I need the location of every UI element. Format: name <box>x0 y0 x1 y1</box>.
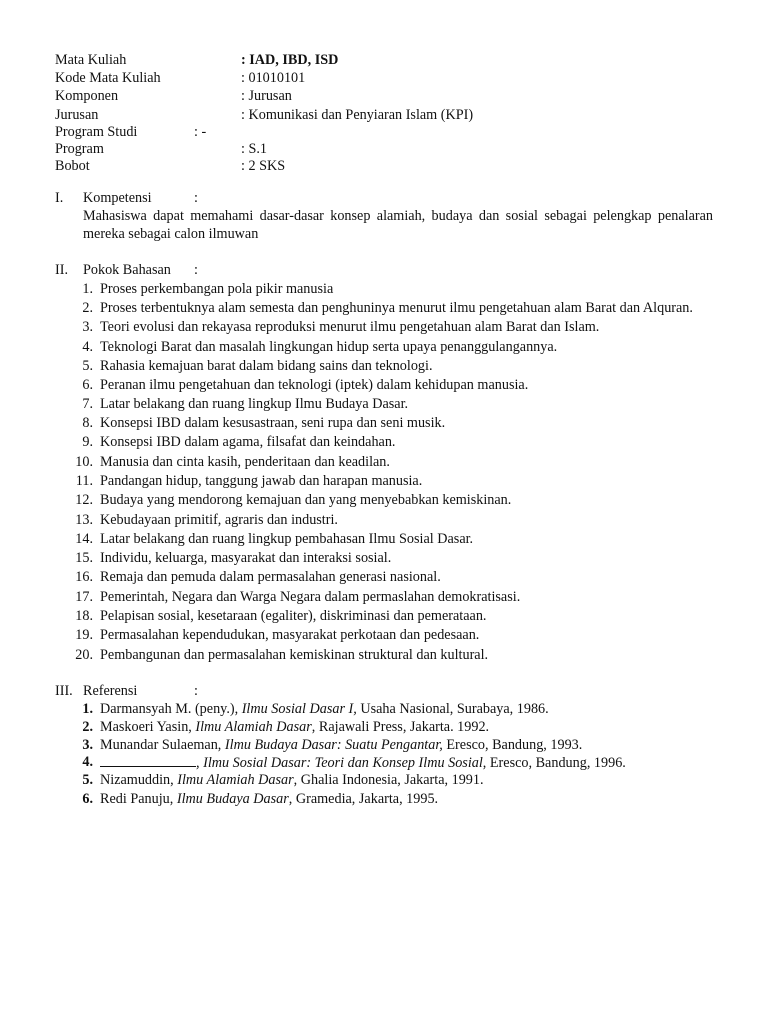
reference-text <box>100 771 484 789</box>
reference-title: Ilmu Budaya Dasar: Suatu Pengantar, <box>224 737 443 753</box>
reference-text <box>100 700 549 718</box>
list-number: 13. <box>75 512 93 528</box>
list-text: Individu, keluarga, masyarakat dan interaksi sosial. <box>100 550 392 566</box>
section-colon: : <box>194 683 198 699</box>
reference-number: 4. <box>82 754 93 770</box>
list-text: Konsepsi IBD dalam kesusastraan, seni rupa dan seni musik. <box>100 415 446 431</box>
reference-number: 2. <box>82 719 93 735</box>
reference-number: 6. <box>82 791 93 807</box>
info-label: Jurusan <box>55 107 99 123</box>
section-colon: : <box>194 190 198 206</box>
reference-title: Ilmu Alamiah Dasar <box>195 719 312 735</box>
list-number: 10. <box>75 454 93 470</box>
info-label: Program Studi <box>55 124 138 140</box>
list-text: Remaja dan pemuda dalam permasalahan generasi nasional. <box>100 569 441 585</box>
list-text: Teknologi Barat dan masalah lingkungan hidup serta upaya penanggulangannya. <box>100 339 558 355</box>
list-number: 15. <box>75 550 93 566</box>
list-number: 20. <box>75 647 93 663</box>
list-number: 14. <box>75 531 93 547</box>
list-text: Manusia dan cinta kasih, penderitaan dan keadilan. <box>100 454 390 470</box>
reference-text <box>100 790 438 808</box>
author-blank-line <box>100 753 196 767</box>
reference-number: 1. <box>82 701 93 717</box>
list-text: Latar belakang dan ruang lingkup pembahasan Ilmu Sosial Dasar. <box>100 531 474 547</box>
info-value: : Komunikasi dan Penyiaran Islam (KPI) <box>241 107 474 123</box>
list-number: 16. <box>75 569 93 585</box>
reference-author: Darmansyah M. (peny.), <box>100 701 242 717</box>
reference-text <box>100 736 582 754</box>
info-value: : Jurusan <box>241 88 292 104</box>
reference-text <box>100 753 626 772</box>
list-text: Kebudayaan primitif, agraris dan industri. <box>100 512 338 528</box>
list-number: 6. <box>82 377 93 393</box>
section-number: I. <box>55 190 64 206</box>
list-text: Konsepsi IBD dalam agama, filsafat dan keindahan. <box>100 434 396 450</box>
reference-author: Redi Panuju, <box>100 791 177 807</box>
section-title: Kompetensi <box>83 190 152 206</box>
reference-publisher: , Eresco, Bandung, 1996. <box>482 755 626 771</box>
info-value: : - <box>194 124 207 140</box>
info-label: Mata Kuliah <box>55 52 127 68</box>
reference-author: Nizamuddin, <box>100 772 178 788</box>
list-number: 11. <box>75 473 93 489</box>
reference-author: Maskoeri Yasin, <box>100 719 196 735</box>
info-value: : 2 SKS <box>241 158 286 174</box>
list-number: 19. <box>75 627 93 643</box>
kompetensi-paragraph: Mahasiswa dapat memahami dasar-dasar konsep alamiah, budaya dan sosial sebagai pelengkap penalaran mereka sebagai calon ilmuwan <box>83 208 713 242</box>
reference-title: Ilmu Sosial Dasar I, <box>241 701 357 717</box>
info-value-bold: : IAD, IBD, ISD <box>241 52 339 68</box>
reference-publisher: Usaha Nasional, Surabaya, 1986. <box>356 701 549 717</box>
list-text: Peranan ilmu pengetahuan dan teknologi (iptek) dalam kehidupan manusia. <box>100 377 529 393</box>
list-text: Proses perkembangan pola pikir manusia <box>100 281 334 297</box>
reference-text <box>100 718 489 736</box>
reference-number: 3. <box>82 737 93 753</box>
list-number: 4. <box>82 339 93 355</box>
reference-title: Ilmu Alamiah Dasar <box>177 772 294 788</box>
reference-publisher: , Rajawali Press, Jakarta. 1992. <box>311 719 490 735</box>
reference-number: 5. <box>82 772 93 788</box>
list-number: 2. <box>82 300 93 316</box>
list-text: Pembangunan dan permasalahan kemiskinan struktural dan kultural. <box>100 647 489 663</box>
section-title: Referensi <box>83 683 138 699</box>
section-colon: : <box>194 262 198 278</box>
list-text: Pandangan hidup, tanggung jawab dan harapan manusia. <box>100 473 423 489</box>
list-text: Teori evolusi dan rekayasa reproduksi menurut ilmu pengetahuan alam Barat dan Islam. <box>100 319 600 335</box>
list-number: 18. <box>75 608 93 624</box>
list-text: Rahasia kemajuan barat dalam bidang sains dan teknologi. <box>100 358 433 374</box>
list-number: 8. <box>82 415 93 431</box>
list-number: 17. <box>75 589 93 605</box>
info-label: Bobot <box>55 158 90 174</box>
info-label: Komponen <box>55 88 119 104</box>
list-text: Latar belakang dan ruang lingkup Ilmu Budaya Dasar. <box>100 396 409 412</box>
reference-publisher: , Gramedia, Jakarta, 1995. <box>288 791 439 807</box>
list-number: 5. <box>82 358 93 374</box>
reference-title: , Ilmu Sosial Dasar: Teori dan Konsep Ilmu Sosial <box>196 755 483 771</box>
info-label: Kode Mata Kuliah <box>55 70 161 86</box>
list-text: Pelapisan sosial, kesetaraan (egaliter), diskriminasi dan pemerataan. <box>100 608 487 624</box>
list-text: Permasalahan kependudukan, masyarakat perkotaan dan pedesaan. <box>100 627 480 643</box>
info-label: Program <box>55 141 104 157</box>
section-title: Pokok Bahasan <box>83 262 171 278</box>
list-text: Pemerintah, Negara dan Warga Negara dalam permaslahan demokratisasi. <box>100 589 521 605</box>
reference-publisher: , Ghalia Indonesia, Jakarta, 1991. <box>293 772 484 788</box>
list-text: Budaya yang mendorong kemajuan dan yang menyebabkan kemiskinan. <box>100 492 512 508</box>
reference-author: Munandar Sulaeman, <box>100 737 225 753</box>
list-number: 1. <box>82 281 93 297</box>
list-number: 9. <box>82 434 93 450</box>
reference-publisher: Eresco, Bandung, 1993. <box>442 737 583 753</box>
info-value: : S.1 <box>241 141 268 157</box>
list-number: 12. <box>75 492 93 508</box>
list-text: Proses terbentuknya alam semesta dan penghuninya menurut ilmu pengetahuan alam Barat dan Alquran. <box>100 300 693 316</box>
list-number: 7. <box>82 396 93 412</box>
info-value <box>241 51 338 69</box>
list-number: 3. <box>82 319 93 335</box>
info-value: : 01010101 <box>241 70 306 86</box>
section-number: II. <box>55 262 68 278</box>
reference-title: Ilmu Budaya Dasar <box>176 791 289 807</box>
section-number: III. <box>55 683 73 699</box>
